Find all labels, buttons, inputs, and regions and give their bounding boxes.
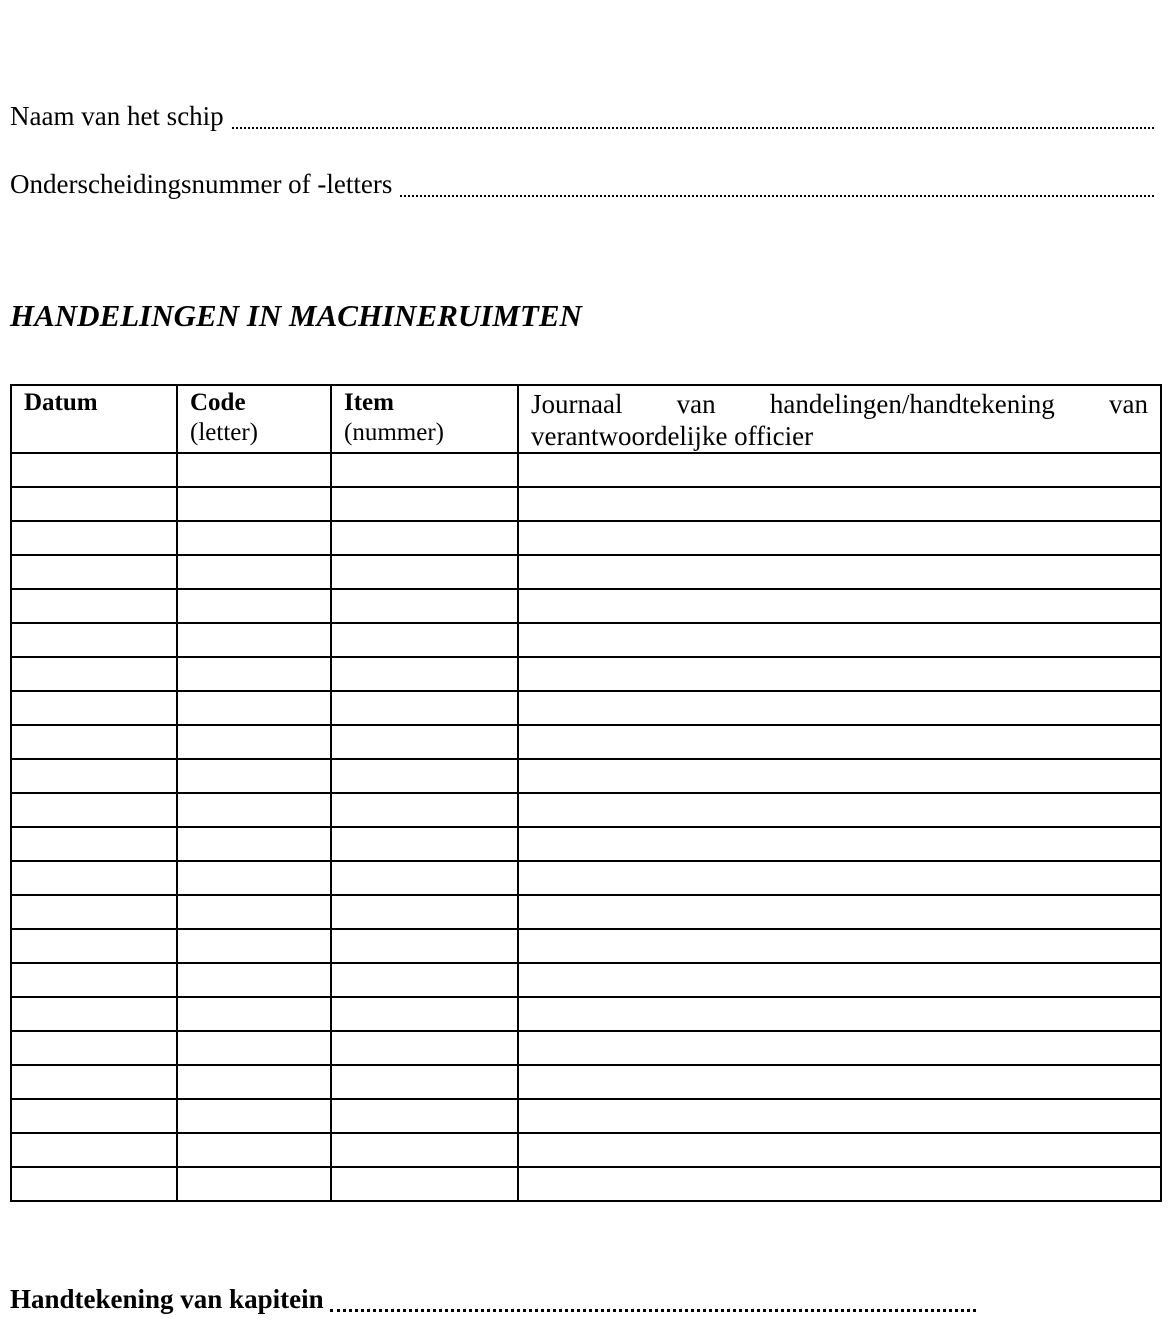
- cell-journal[interactable]: [518, 1065, 1161, 1099]
- table-row: [11, 487, 1161, 521]
- cell-date[interactable]: [11, 657, 177, 691]
- header-code-label: Code: [190, 389, 246, 416]
- cell-code[interactable]: [177, 657, 331, 691]
- table-row: [11, 759, 1161, 793]
- cell-date[interactable]: [11, 487, 177, 521]
- header-date: [11, 385, 177, 453]
- cell-date[interactable]: [11, 929, 177, 963]
- cell-date[interactable]: [11, 1167, 177, 1201]
- cell-item[interactable]: [331, 487, 518, 521]
- cell-item[interactable]: [331, 1133, 518, 1167]
- cell-journal[interactable]: [518, 997, 1161, 1031]
- cell-code[interactable]: [177, 691, 331, 725]
- table-row: [11, 1167, 1161, 1201]
- cell-item[interactable]: [331, 827, 518, 861]
- cell-item[interactable]: [331, 1065, 518, 1099]
- cell-code[interactable]: [177, 725, 331, 759]
- cell-journal[interactable]: [518, 487, 1161, 521]
- cell-journal[interactable]: [518, 1099, 1161, 1133]
- table-row: [11, 963, 1161, 997]
- cell-journal[interactable]: [518, 759, 1161, 793]
- cell-journal[interactable]: [518, 963, 1161, 997]
- table-row: [11, 997, 1161, 1031]
- cell-journal[interactable]: [518, 827, 1161, 861]
- cell-code[interactable]: [177, 1133, 331, 1167]
- table-header-row: [11, 385, 1161, 453]
- cell-date[interactable]: [11, 759, 177, 793]
- table-row: [11, 929, 1161, 963]
- cell-item[interactable]: [331, 1031, 518, 1065]
- table-row: [11, 895, 1161, 929]
- cell-journal[interactable]: [518, 793, 1161, 827]
- cell-journal[interactable]: [518, 521, 1161, 555]
- table-row: [11, 521, 1161, 555]
- cell-item[interactable]: [331, 895, 518, 929]
- cell-item[interactable]: [331, 963, 518, 997]
- cell-date[interactable]: [11, 623, 177, 657]
- captain-signature-fill-line[interactable]: [330, 1309, 976, 1312]
- cell-code[interactable]: [177, 997, 331, 1031]
- cell-journal[interactable]: [518, 623, 1161, 657]
- cell-item[interactable]: [331, 623, 518, 657]
- cell-date[interactable]: [11, 1065, 177, 1099]
- cell-code[interactable]: [177, 793, 331, 827]
- cell-item[interactable]: [331, 725, 518, 759]
- cell-item[interactable]: [331, 691, 518, 725]
- table-row: [11, 1065, 1161, 1099]
- cell-item[interactable]: [331, 759, 518, 793]
- ship-name-label: Naam van het schip: [10, 101, 224, 131]
- table-row: [11, 861, 1161, 895]
- cell-code[interactable]: [177, 1167, 331, 1201]
- cell-code[interactable]: [177, 521, 331, 555]
- cell-item[interactable]: [331, 861, 518, 895]
- cell-journal[interactable]: [518, 725, 1161, 759]
- header-date-label: Datum: [24, 389, 98, 416]
- cell-journal[interactable]: [518, 1031, 1161, 1065]
- cell-code[interactable]: [177, 759, 331, 793]
- table-row: [11, 691, 1161, 725]
- cell-code[interactable]: [177, 827, 331, 861]
- cell-item[interactable]: [331, 1099, 518, 1133]
- cell-code[interactable]: [177, 1065, 331, 1099]
- cell-item[interactable]: [331, 1167, 518, 1201]
- cell-item[interactable]: [331, 929, 518, 963]
- cell-date[interactable]: [11, 895, 177, 929]
- cell-date[interactable]: [11, 555, 177, 589]
- cell-code[interactable]: [177, 1031, 331, 1065]
- ship-name-field: [10, 100, 1154, 132]
- cell-date[interactable]: [11, 1031, 177, 1065]
- header-code: [177, 385, 331, 453]
- cell-code[interactable]: [177, 963, 331, 997]
- cell-date[interactable]: [11, 691, 177, 725]
- section-title: HANDELINGEN IN MACHINERUIMTEN: [10, 298, 582, 333]
- table-row: [11, 657, 1161, 691]
- ship-name-fill-line[interactable]: [232, 126, 1154, 129]
- cell-item[interactable]: [331, 997, 518, 1031]
- captain-signature-field: [10, 1284, 976, 1315]
- table-row: [11, 1133, 1161, 1167]
- cell-code[interactable]: [177, 929, 331, 963]
- header-code-sub: (letter): [190, 419, 259, 446]
- cell-date[interactable]: [11, 1133, 177, 1167]
- ship-id-label: Onderscheidingsnummer of -letters: [10, 169, 393, 199]
- table-body: [11, 453, 1161, 1201]
- cell-journal[interactable]: [518, 453, 1161, 487]
- cell-code[interactable]: [177, 487, 331, 521]
- cell-item[interactable]: [331, 555, 518, 589]
- header-journal: Journaal van handelingen/handtekening van verantwoordelijke officier: [518, 385, 1161, 453]
- table-row: [11, 453, 1161, 487]
- table-row: [11, 555, 1161, 589]
- captain-signature-label: Handtekening van kapitein: [10, 1284, 324, 1314]
- header-item-sub: (nummer): [344, 419, 444, 446]
- cell-date[interactable]: [11, 589, 177, 623]
- cell-code[interactable]: [177, 589, 331, 623]
- table-row: [11, 623, 1161, 657]
- cell-journal[interactable]: [518, 895, 1161, 929]
- cell-journal[interactable]: [518, 861, 1161, 895]
- cell-journal[interactable]: [518, 589, 1161, 623]
- cell-journal[interactable]: [518, 929, 1161, 963]
- table-row: [11, 1031, 1161, 1065]
- cell-code[interactable]: [177, 895, 331, 929]
- cell-journal[interactable]: [518, 555, 1161, 589]
- table-row: [11, 1099, 1161, 1133]
- cell-date[interactable]: [11, 521, 177, 555]
- header-item-label: Item: [344, 389, 394, 416]
- cell-date[interactable]: [11, 725, 177, 759]
- cell-date[interactable]: [11, 861, 177, 895]
- cell-item[interactable]: [331, 793, 518, 827]
- cell-journal[interactable]: [518, 1133, 1161, 1167]
- cell-date[interactable]: [11, 827, 177, 861]
- cell-date[interactable]: [11, 1099, 177, 1133]
- cell-item[interactable]: [331, 657, 518, 691]
- cell-journal[interactable]: [518, 691, 1161, 725]
- cell-date[interactable]: [11, 997, 177, 1031]
- ship-id-field: [10, 168, 1154, 200]
- table-row: [11, 827, 1161, 861]
- cell-journal[interactable]: [518, 1167, 1161, 1201]
- table-row: [11, 793, 1161, 827]
- cell-date[interactable]: [11, 963, 177, 997]
- cell-code[interactable]: [177, 453, 331, 487]
- cell-item[interactable]: [331, 521, 518, 555]
- cell-journal[interactable]: [518, 657, 1161, 691]
- cell-date[interactable]: [11, 793, 177, 827]
- cell-item[interactable]: [331, 453, 518, 487]
- cell-item[interactable]: [331, 589, 518, 623]
- ship-id-fill-line[interactable]: [400, 194, 1154, 197]
- cell-date[interactable]: [11, 453, 177, 487]
- engine-room-log-table: [10, 384, 1162, 1202]
- cell-code[interactable]: [177, 861, 331, 895]
- header-item: [331, 385, 518, 453]
- table-row: [11, 725, 1161, 759]
- cell-code[interactable]: [177, 1099, 331, 1133]
- cell-code[interactable]: [177, 623, 331, 657]
- table-row: [11, 589, 1161, 623]
- cell-code[interactable]: [177, 555, 331, 589]
